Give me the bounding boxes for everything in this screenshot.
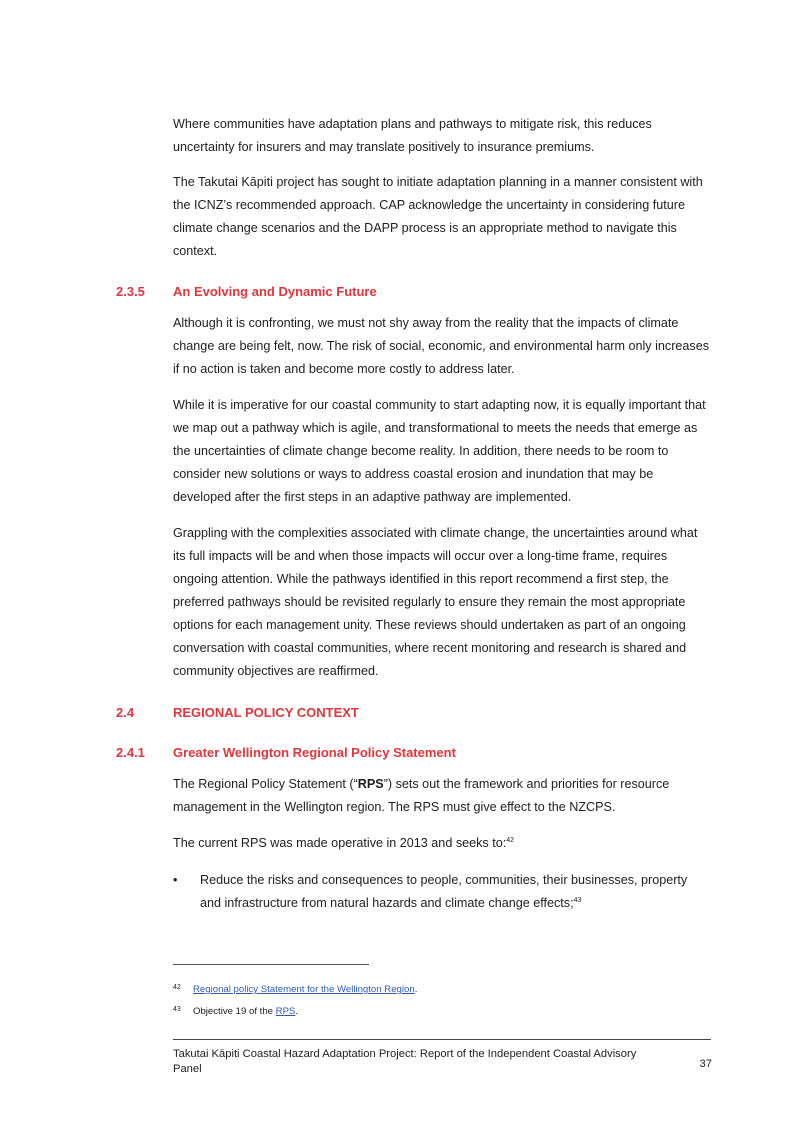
footnote-divider xyxy=(173,964,369,965)
section-number: 2.3.5 xyxy=(116,284,145,299)
rps-abbreviation: RPS xyxy=(357,777,384,791)
paragraph-rps-operative xyxy=(173,832,713,855)
page-number: 37 xyxy=(699,1058,712,1070)
section-heading-2-4 xyxy=(116,704,716,722)
section-title: Greater Wellington Regional Policy Statement xyxy=(173,745,456,760)
bullet-body: Reduce the risks and consequences to people, communities, their businesses, property and infrastructure from natural hazards and climate change effects; xyxy=(200,873,688,910)
paragraph-imperative: While it is imperative for our coastal community to start adapting now, it is equally important that we map out a pathway which is agile, and transformational to meets the needs that emerge as the uncertainties of climate change become reality. In addition, there needs to be room to consider new solutions or ways to address coastal erosion and inundation that may be developed after the first steps in an adaptive pathway are implemented. xyxy=(173,398,706,504)
footnote-42 xyxy=(173,982,417,996)
footnote-ref-42[interactable]: 42 xyxy=(506,837,515,844)
footnote-43 xyxy=(173,1004,298,1018)
paragraph-grappling: Grappling with the complexities associated with climate change, the uncertainties around what its full impacts will be and when those impacts will occur over a long-time frame, requires ongoing attention. While the pathways identified in this report recommend a first step, the preferred pathways should be revisited regularly to ensure they remain the most appropriate options for each management unity. These reviews should undertaken as part of an ongoing conversation with coastal communities, where recent monitoring and research is shared and community objectives are reaffirmed. xyxy=(173,526,698,678)
footnote-punct: . xyxy=(295,1006,299,1017)
rps-text-before: The Regional Policy Statement (“ xyxy=(173,777,358,791)
section-heading-2-3-5 xyxy=(116,283,716,301)
footnote-punct: . xyxy=(414,984,418,995)
footer-report-title: Takutai Kāpiti Coastal Hazard Adaptation Project: Report of the Independent Coastal Advisory Panel xyxy=(173,1048,637,1075)
section-number: 2.4.1 xyxy=(116,745,145,760)
footnote-text: Objective 19 of the xyxy=(193,1006,276,1017)
paragraph-rps-intro xyxy=(173,773,713,819)
footnote-number: 42 xyxy=(173,984,181,991)
section-number: 2.4 xyxy=(116,705,135,720)
paragraph-confronting: Although it is confronting, we must not shy away from the reality that the impacts of climate change are being felt, now. The risk of social, economic, and environmental harm only increases if no action is taken and become more costly to address later. xyxy=(173,316,709,376)
bullet-icon: • xyxy=(173,873,178,887)
footnote-link-rps-wellington[interactable]: Regional policy Statement for the Wellington Region xyxy=(193,984,415,995)
section-heading-2-4-1 xyxy=(116,744,716,762)
list-item xyxy=(173,869,713,915)
footnote-link-rps[interactable]: RPS xyxy=(275,1006,296,1017)
rps-operative-text: The current RPS was made operative in 2013 and seeks to: xyxy=(173,836,507,850)
footnote-ref-43[interactable]: 43 xyxy=(573,897,582,904)
paragraph-takutai-project: The Takutai Kāpiti project has sought to initiate adaptation planning in a manner consistent with the ICNZ’s recommended approach. CAP acknowledge the uncertainty in considering future climate change scenarios and the DAPP process is an appropriate method to navigate this context. xyxy=(173,175,703,258)
section-title: An Evolving and Dynamic Future xyxy=(173,284,377,299)
rps-text-after: ”) sets out the framework and priorities for resource management in the Wellington region. The RPS must give effect to the NZCPS. xyxy=(173,777,670,814)
paragraph-insurance: Where communities have adaptation plans and pathways to mitigate risk, this reduces uncertainty for insurers and may translate positively to insurance premiums. xyxy=(173,117,652,154)
footnote-number: 43 xyxy=(173,1006,181,1013)
bullet-text xyxy=(200,869,700,915)
section-title: REGIONAL POLICY CONTEXT xyxy=(173,705,359,720)
footer-divider xyxy=(173,1039,711,1040)
